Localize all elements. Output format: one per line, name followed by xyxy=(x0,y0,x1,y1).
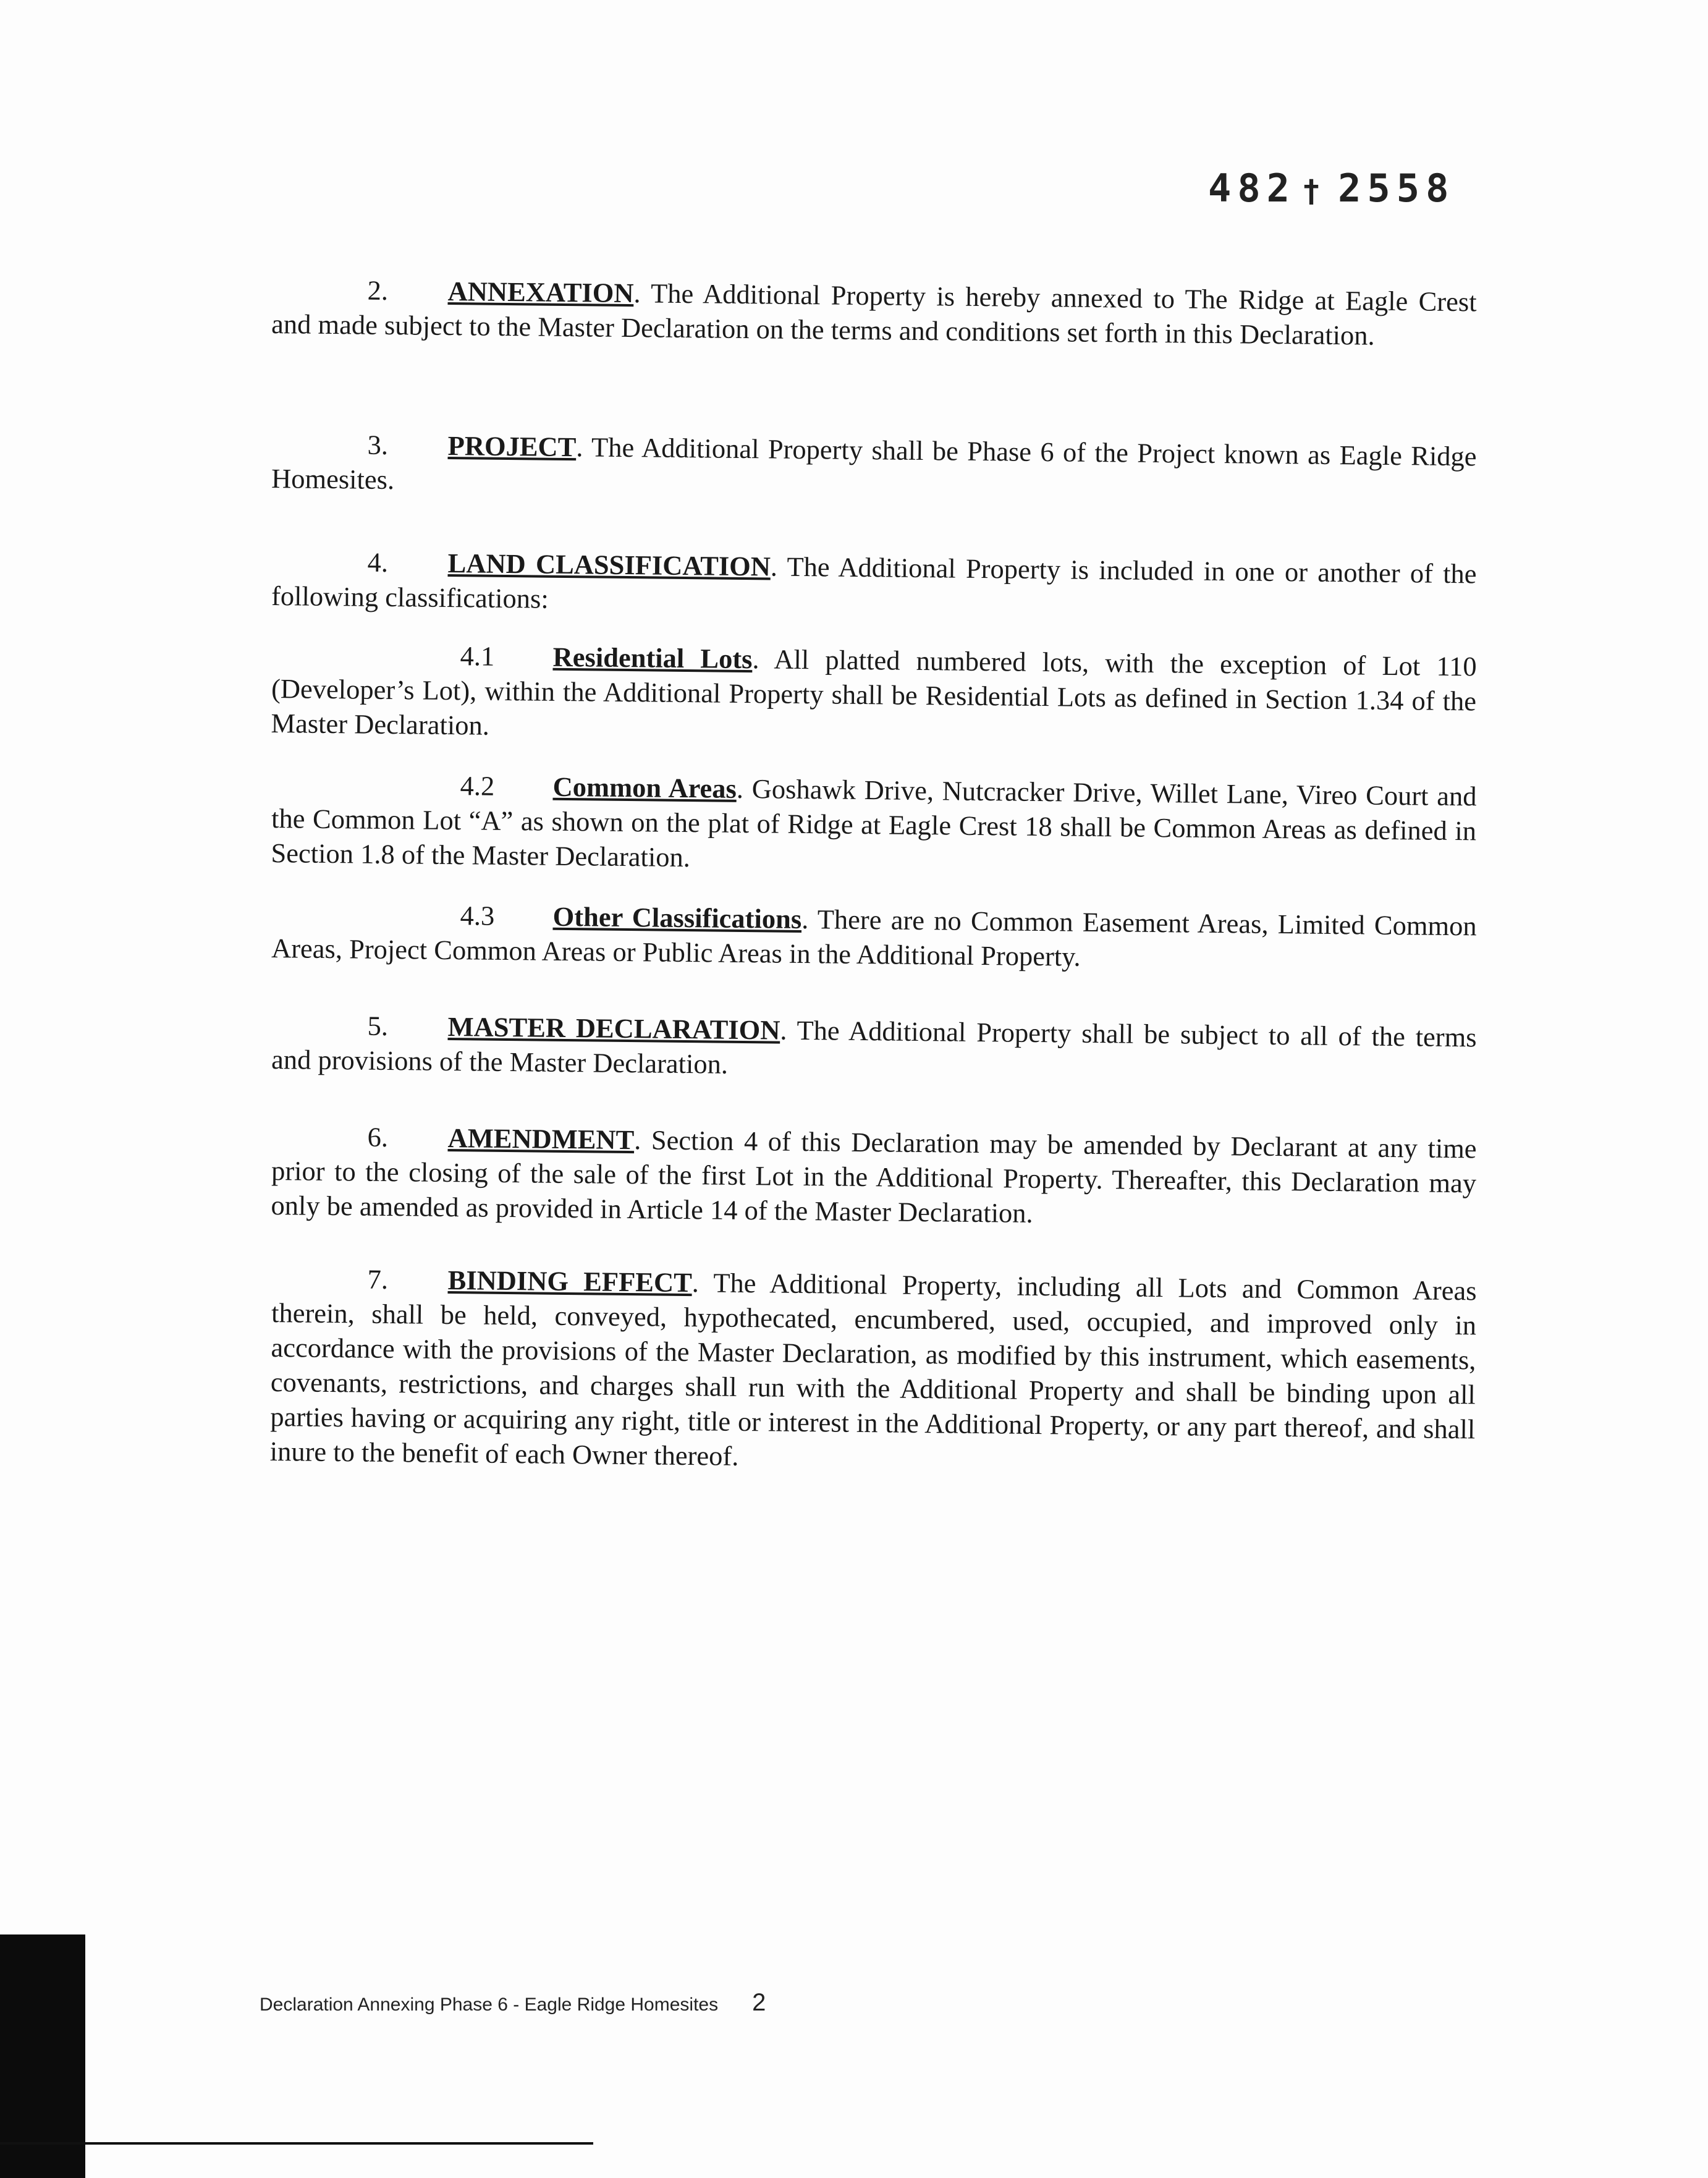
section-binding-effect xyxy=(269,1261,1476,1481)
section-heading: BINDING EFFECT xyxy=(447,1264,693,1299)
section-text: . The Additional Property shall be subject to all of the terms and provisions of the Master Declaration. xyxy=(271,1014,1477,1080)
section-land-classification xyxy=(271,544,1477,625)
section-amendment xyxy=(271,1119,1477,1235)
subsection-text: . Goshawk Drive, Nutcracker Drive, Willet Lane, Vireo Court and the Common Lot “A” as shown on the plat of Ridge at Eagle Crest 18 shall be Common Areas as defined in Section 1.8 of the Master Declaration. xyxy=(271,773,1477,873)
bottom-rule xyxy=(0,2142,593,2145)
subsection-number: 4.1 xyxy=(460,640,495,672)
section-text: . The Additional Property is hereby annexed to The Ridge at Eagle Crest and made subject to the Master Declaration on the terms and conditions set forth in this Declaration. xyxy=(271,278,1477,351)
subsection-heading: Other Classifications xyxy=(552,900,802,934)
stamp-page-number: 2558 xyxy=(1338,166,1455,211)
subsection-text: . All platted numbered lots, with the exception of Lot 110 (Developer’s Lot), within the Additional Property shall be Residential Lots as defined in Section 1.34 of the Master Declaration. xyxy=(271,643,1477,741)
section-heading: ANNEXATION xyxy=(447,275,634,309)
section-number: 2. xyxy=(367,274,389,306)
subsection-number: 4.3 xyxy=(460,900,495,931)
section-text: . The Additional Property, including all Lots and Common Areas therein, shall be held, conveyed, hypothecated, encumbered, used, occupied, and improved only in accordance with the provisions of the Master Declaration, as modified by this instrument, which easements, covenants, restrictions, and charges shall run with the Additional Property and shall be binding upon all parties having or acquiring any right, title or interest in the Additional Property, or any part thereof, and shall inure to the benefit of each Owner thereof. xyxy=(269,1267,1477,1472)
recording-stamp xyxy=(1208,166,1455,211)
subsection-number: 4.2 xyxy=(460,770,495,802)
section-text: . The Additional Property shall be Phase 6 of the Project known as Eagle Ridge Homesites. xyxy=(271,431,1477,496)
section-project xyxy=(271,426,1477,508)
section-number: 7. xyxy=(367,1263,389,1295)
subsection-text: . There are no Common Easement Areas, Limited Common Areas, Project Common Areas or Public Areas in the Additional Property. xyxy=(271,903,1477,972)
section-heading: MASTER DECLARATION xyxy=(447,1011,780,1046)
section-master-declaration xyxy=(271,1007,1477,1089)
section-number: 5. xyxy=(367,1010,389,1041)
subsection-heading: Common Areas xyxy=(552,771,737,804)
section-heading: AMENDMENT xyxy=(447,1122,635,1156)
subsection-residential-lots xyxy=(271,637,1477,753)
section-annexation xyxy=(271,272,1477,354)
footer-page-number: 2 xyxy=(752,1989,766,2016)
section-number: 3. xyxy=(367,429,389,460)
stamp-book-number: 482 xyxy=(1208,166,1296,211)
section-number: 4. xyxy=(367,546,389,578)
subsection-common-areas xyxy=(271,766,1477,883)
subsection-other-classifications xyxy=(271,896,1477,978)
scan-edge-mark xyxy=(0,1934,85,2178)
section-heading: LAND CLASSIFICATION xyxy=(447,547,771,582)
footer-title: Declaration Annexing Phase 6 - Eagle Ridge Homesites xyxy=(260,1994,719,2015)
section-number: 6. xyxy=(367,1121,389,1153)
section-heading: PROJECT xyxy=(447,430,577,463)
stamp-separator: † xyxy=(1301,173,1327,209)
page-footer xyxy=(260,1989,766,2017)
section-text: . The Additional Property is included in one or another of the following classifications: xyxy=(271,551,1477,614)
subsection-heading: Residential Lots xyxy=(552,641,753,675)
section-text: . Section 4 of this Declaration may be amended by Declarant at any time prior to the closing of the sale of the first Lot in the Additional Property. Thereafter, this Declaration may only be amended as provided in Article 14 of the Master Declaration. xyxy=(271,1124,1477,1229)
